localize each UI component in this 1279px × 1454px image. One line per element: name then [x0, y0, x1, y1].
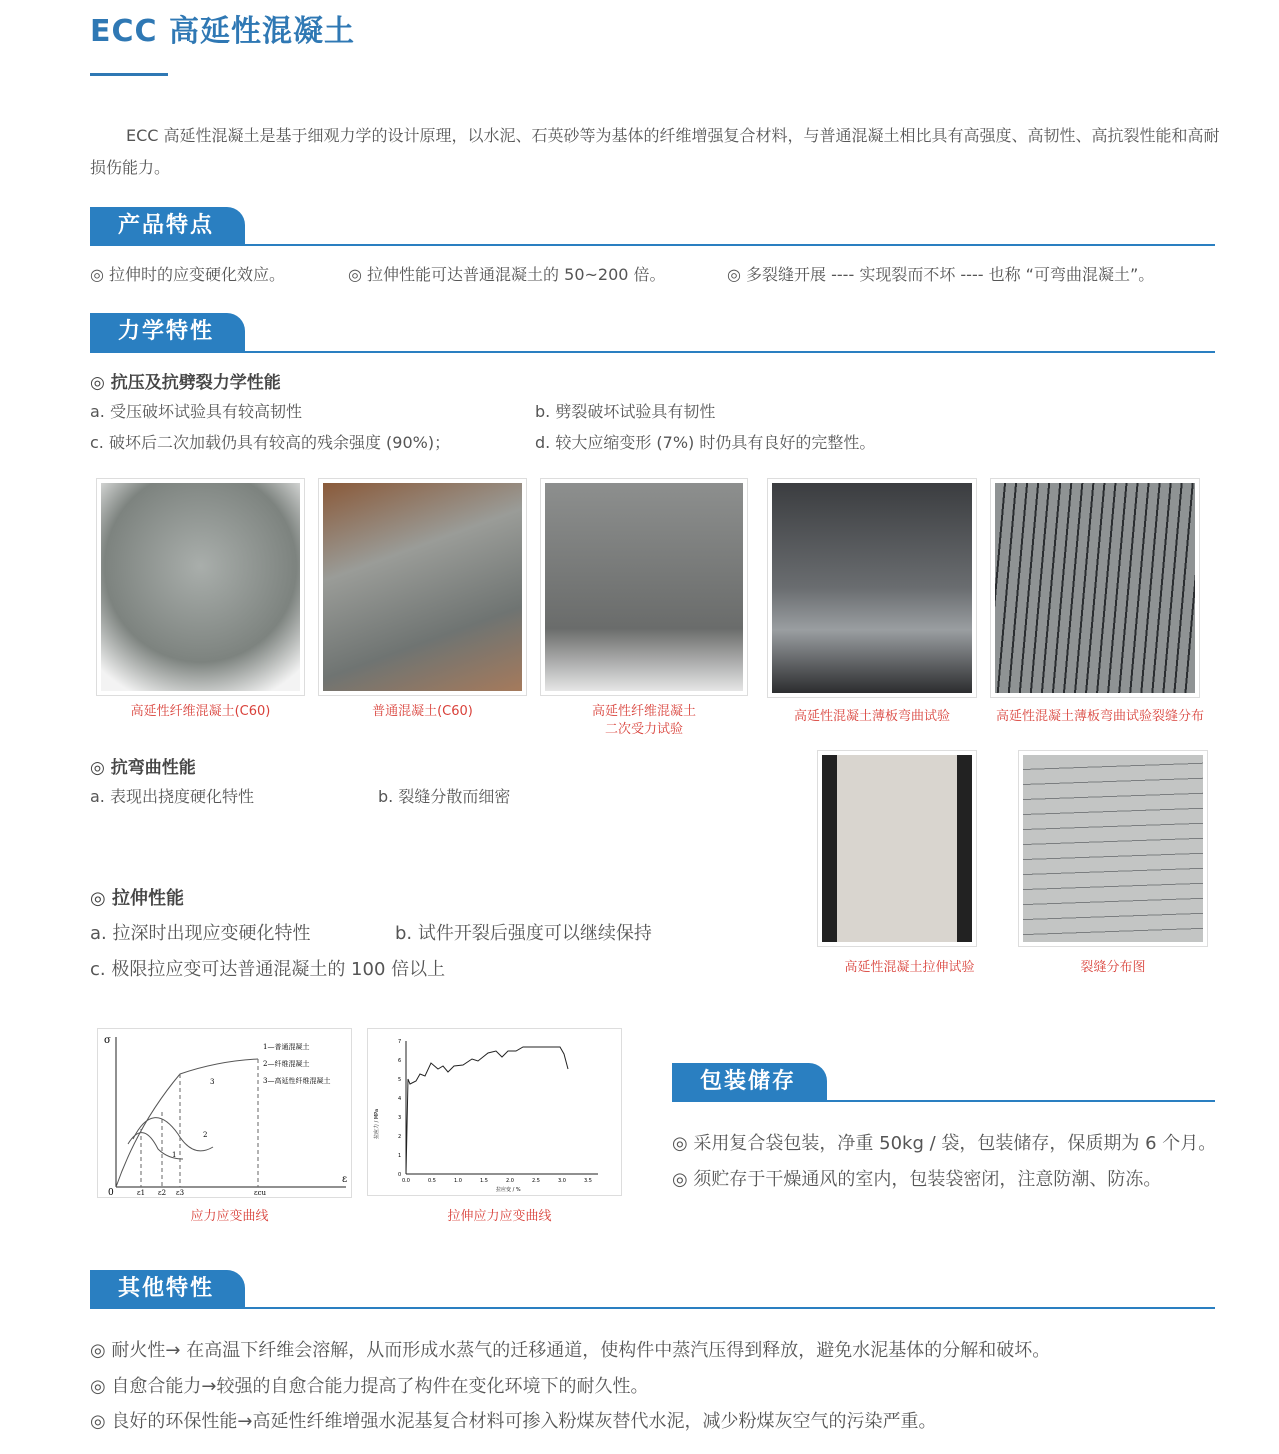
section-rule: [90, 1307, 1215, 1309]
other-item: ◎ 耐火性→ 在高温下纤维会溶解，从而形成水蒸气的迁移通道，使构件中蒸汽压得到释放，避免水泥基体的分解和破坏。: [90, 1340, 1051, 1361]
section-tab-features: 产品特点: [90, 207, 245, 245]
photo-caption: 裂缝分布图: [1080, 960, 1146, 975]
section-rule: [672, 1100, 1215, 1102]
x-tick-label: 3.5: [584, 1178, 592, 1184]
tick-label: εcu: [254, 1189, 267, 1197]
photo-bending-test: [767, 478, 977, 698]
section-rule: [90, 244, 1215, 246]
photo-ecc-cube: [96, 478, 305, 696]
y-tick-label: 7: [398, 1039, 402, 1045]
chart-stress-strain: [97, 1028, 352, 1198]
y-tick-label: 3: [398, 1115, 402, 1121]
y-label: 拉应力 / MPa: [374, 1108, 380, 1139]
storage-item: ◎ 采用复合袋包装，净重 50kg / 袋，包装储存，保质期为 6 个月。: [672, 1133, 1217, 1154]
y-tick-label: 0: [398, 1172, 402, 1178]
origin-label: 0: [108, 1188, 114, 1198]
page-title: ECC 高延性混凝土: [90, 14, 355, 49]
x-label: ε: [342, 1174, 348, 1185]
storage-item: ◎ 须贮存于干燥通风的室内，包装袋密闭，注意防潮、防冻。: [672, 1169, 1162, 1190]
x-tick-label: 0.5: [428, 1178, 436, 1184]
text-item: b. 试件开裂后强度可以继续保持: [395, 923, 652, 944]
tick-label: ε3: [176, 1189, 185, 1197]
text-item: d. 较大应缩变形 (7%) 时仍具有良好的完整性。: [535, 433, 876, 452]
feature-item: ◎ 拉伸性能可达普通混凝土的 50~200 倍。: [348, 265, 666, 284]
other-item: ◎ 自愈合能力→较强的自愈合能力提高了构件在变化环境下的耐久性。: [90, 1376, 649, 1397]
photo-normal-concrete: [318, 478, 527, 696]
tick-label: ε2: [158, 1189, 167, 1197]
section-tab-storage: 包装储存: [672, 1063, 827, 1101]
photo-second-loading: [540, 478, 748, 696]
y-tick-label: 1: [398, 1153, 402, 1159]
subheading-compression: ◎ 抗压及抗劈裂力学性能: [90, 373, 281, 393]
text-item: c. 破坏后二次加载仍具有较高的残余强度 (90%)；: [90, 433, 451, 452]
x-tick-label: 2.5: [532, 1178, 540, 1184]
other-item: ◎ 良好的环保性能→高延性纤维增强水泥基复合材料可掺入粉煤灰替代水泥，减少粉煤灰空气的污染严重。: [90, 1411, 937, 1432]
photo-caption: 高延性混凝土薄板弯曲试验: [793, 709, 950, 724]
text-item: b. 劈裂破坏试验具有韧性: [535, 402, 716, 421]
curve-2: [133, 1118, 213, 1151]
photo-crack-distribution: [990, 478, 1200, 698]
text-item: b. 裂缝分散而细密: [378, 787, 511, 806]
feature-item: ◎ 拉伸时的应变硬化效应。: [90, 265, 286, 284]
photo-crack-map: [1018, 750, 1208, 947]
x-tick-label: 2.0: [506, 1178, 514, 1184]
photo-tension-test: [817, 750, 977, 947]
text-item: a. 表现出挠度硬化特性: [90, 787, 254, 806]
section-tab-other: 其他特性: [90, 1270, 245, 1308]
y-tick-label: 4: [398, 1096, 402, 1102]
feature-item: ◎ 多裂缝开展 ---- 实现裂而不坏 ---- 也称 “可弯曲混凝土”。: [727, 265, 1155, 284]
title-underline: [90, 73, 168, 76]
x-tick-label: 1.0: [454, 1178, 462, 1184]
chart-tensile-curve: [367, 1028, 622, 1196]
tick-label: ε1: [137, 1189, 146, 1197]
y-label: σ: [104, 1035, 111, 1046]
legend-item: 1—普通混凝土: [263, 1043, 310, 1051]
chart-caption: 拉伸应力应变曲线: [447, 1209, 552, 1224]
chart-caption: 应力应变曲线: [190, 1209, 269, 1224]
text-item: a. 受压破坏试验具有较高韧性: [90, 402, 302, 421]
subheading-tension: ◎ 拉伸性能: [90, 888, 184, 909]
x-tick-label: 3.0: [558, 1178, 566, 1184]
legend-item: 3—高延性纤维混凝土: [263, 1077, 331, 1085]
photo-caption: 高延性混凝土薄板弯曲试验裂缝分布: [995, 709, 1204, 724]
curve-label: 3: [210, 1078, 215, 1086]
y-tick-label: 2: [398, 1134, 402, 1140]
x-tick-label: 0.0: [402, 1178, 410, 1184]
text-item: a. 拉深时出现应变硬化特性: [90, 923, 311, 944]
curve-label: 1: [172, 1151, 177, 1159]
tensile-curve: [406, 1047, 568, 1174]
photo-caption: 高延性混凝土拉伸试验: [844, 960, 975, 975]
x-tick-label: 1.5: [480, 1178, 488, 1184]
section-tab-mechanics: 力学特性: [90, 313, 245, 351]
legend-item: 2—纤维混凝土: [263, 1060, 310, 1068]
intro-paragraph: ECC 高延性混凝土是基于细观力学的设计原理，以水泥、石英砂等为基体的纤维增强复合材料，与普通混凝土相比具有高强度、高韧性、高抗裂性能和高耐损伤能力。: [90, 126, 1220, 177]
curve-label: 2: [203, 1131, 208, 1139]
photo-caption: 普通混凝土(C60): [372, 704, 473, 719]
y-tick-label: 5: [398, 1077, 402, 1083]
text-item: c. 极限拉应变可达普通混凝土的 100 倍以上: [90, 959, 446, 980]
photo-caption: 高延性纤维混凝土(C60): [130, 704, 271, 719]
section-rule: [90, 351, 1215, 353]
y-tick-label: 6: [398, 1058, 402, 1064]
subheading-bending: ◎ 抗弯曲性能: [90, 758, 196, 778]
x-label: 拉应变 / %: [496, 1187, 521, 1193]
photo-caption: 高延性纤维混凝土 二次受力试验: [591, 704, 696, 737]
curve-3: [116, 1059, 258, 1187]
